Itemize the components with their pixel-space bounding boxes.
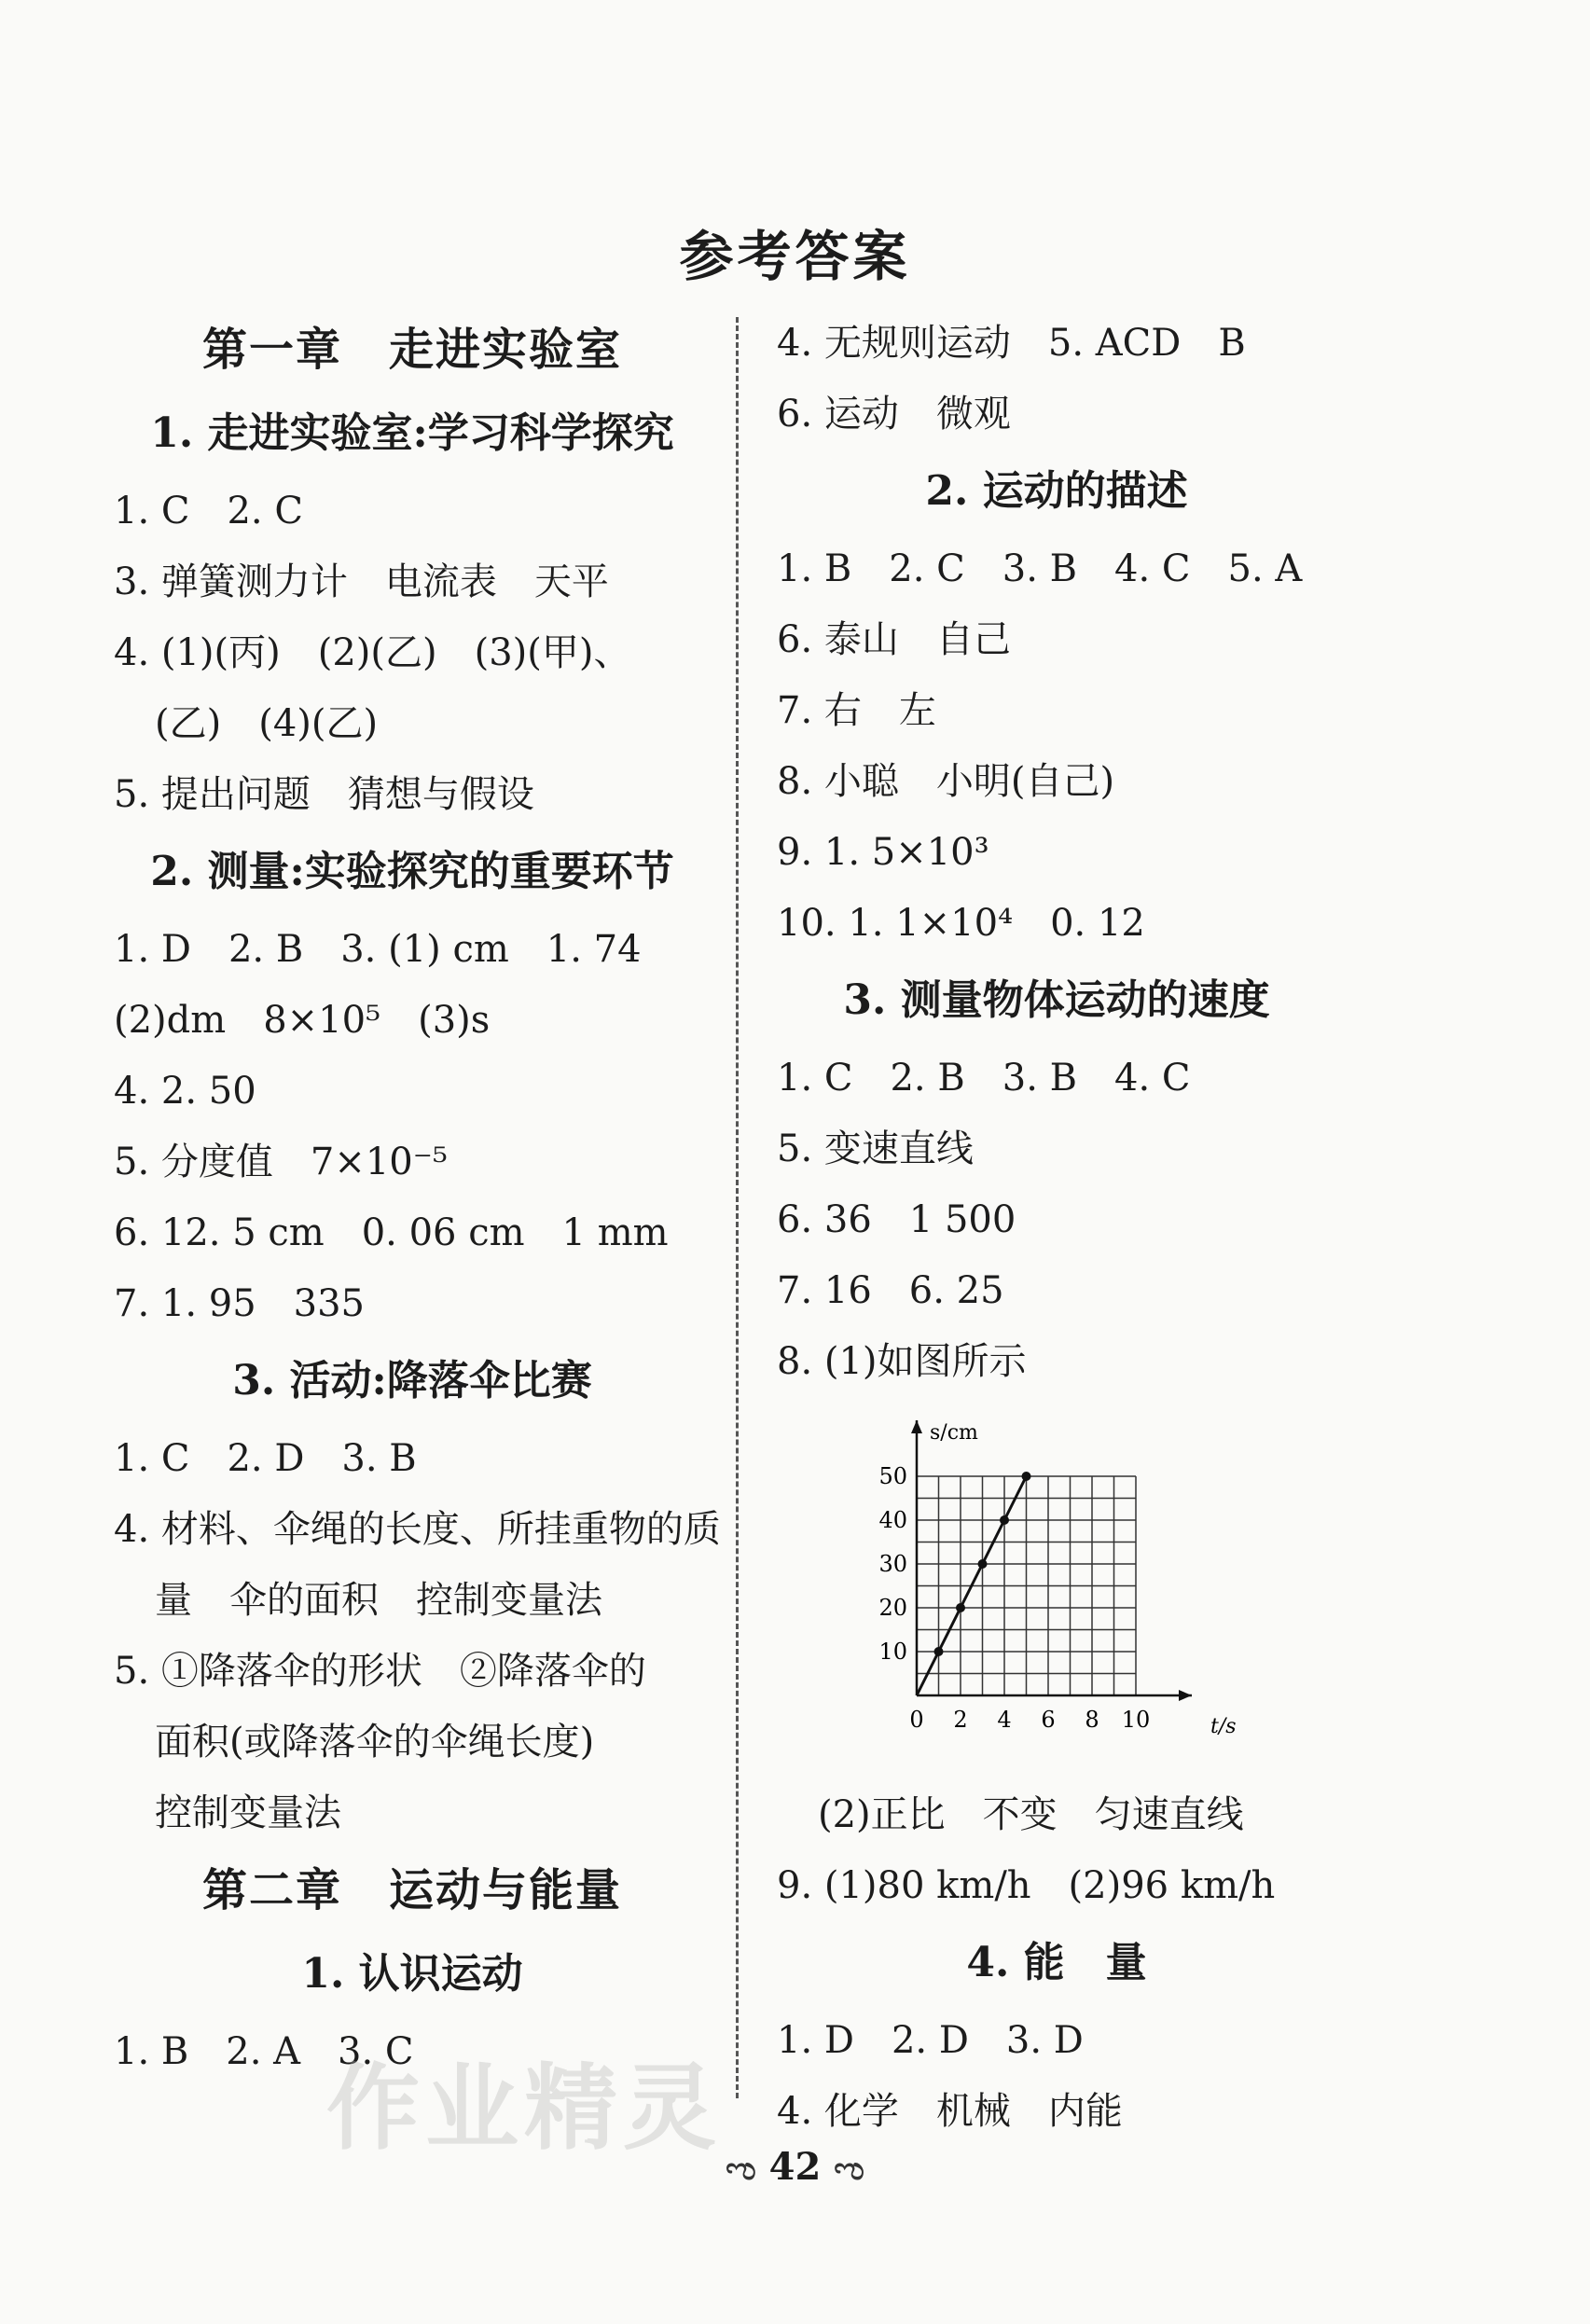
- y-tick-label: 20: [878, 1595, 907, 1621]
- answer-line: (乙) (4)(乙): [155, 702, 379, 745]
- y-tick-label: 50: [878, 1463, 907, 1489]
- section-heading: 2. 运动的描述: [925, 467, 1188, 515]
- answer-line: 4. (1)(丙) (2)(乙) (3)(甲)、: [114, 631, 631, 674]
- distance-time-chart: [777, 1397, 1336, 1779]
- x-axis-label: t/s: [1210, 1715, 1237, 1738]
- answer-line: 8. (1)如图所示: [777, 1340, 1027, 1383]
- answer-line: 6. 运动 微观: [777, 393, 1011, 436]
- x-axis-arrow-icon: [1179, 1690, 1192, 1701]
- answer-line: 4. 2. 50: [114, 1070, 256, 1113]
- answer-line: 面积(或降落伞的伞绳长度): [155, 1721, 595, 1764]
- answer-line: 1. D 2. B 3. (1) cm 1. 74: [114, 928, 642, 971]
- section-heading: 3. 活动:降落伞比赛: [232, 1357, 592, 1404]
- answer-line: 1. B 2. A 3. C: [114, 2030, 414, 2073]
- answer-line: 1. C 2. C: [114, 490, 303, 533]
- answer-line: (2)dm 8×10⁵ (3)s: [114, 999, 491, 1042]
- right-column: [777, 308, 1336, 2147]
- answer-line: 5. 分度值 7×10⁻⁵: [114, 1141, 448, 1183]
- section-heading: 1. 走进实验室:学习科学探究: [150, 409, 674, 457]
- data-point: [978, 1559, 988, 1569]
- answer-line: 4. 化学 机械 内能: [777, 2090, 1123, 2133]
- watermark: 作业精灵: [326, 2053, 722, 2163]
- answer-line: 量 伞的面积 控制变量法: [155, 1579, 602, 1622]
- x-tick-label: 4: [997, 1707, 1012, 1733]
- ornament-left-icon: ಌ: [726, 2151, 756, 2188]
- y-tick-label: 30: [878, 1551, 907, 1577]
- answer-line: 5. ①降落伞的形状 ②降落伞的: [114, 1650, 646, 1693]
- answer-line: 10. 1. 1×10⁴ 0. 12: [777, 902, 1145, 945]
- chart-svg: [861, 1397, 1252, 1770]
- section-heading: 3. 测量物体运动的速度: [843, 976, 1270, 1024]
- x-tick-label: 2: [953, 1707, 968, 1733]
- answer-line: 5. 提出问题 猜想与假设: [114, 773, 534, 816]
- answer-line: 3. 弹簧测力计 电流表 天平: [114, 560, 609, 603]
- data-point: [934, 1647, 944, 1656]
- data-point: [1000, 1515, 1009, 1525]
- section-heading: 4. 能 量: [966, 1939, 1147, 1986]
- answer-line: 6. 36 1 500: [777, 1198, 1016, 1241]
- page-number: 42: [768, 2145, 822, 2189]
- section-heading: 1. 认识运动: [301, 1950, 523, 1998]
- answer-line: 7. 右 左: [777, 689, 936, 732]
- answer-line: (2)正比 不变 匀速直线: [818, 1793, 1244, 1836]
- chapter-1-heading: 第一章 走进实验室: [201, 324, 622, 376]
- data-point: [1022, 1472, 1031, 1481]
- answer-line: 4. 无规则运动 5. ACD B: [777, 322, 1246, 365]
- x-tick-label: 0: [909, 1707, 924, 1733]
- answer-line: 8. 小聪 小明(自己): [777, 760, 1115, 803]
- answer-line: 6. 12. 5 cm 0. 06 cm 1 mm: [114, 1211, 669, 1254]
- answer-line: 6. 泰山 自己: [777, 618, 1011, 661]
- x-tick-label: 6: [1041, 1707, 1056, 1733]
- x-tick-label: 10: [1121, 1707, 1151, 1733]
- y-tick-label: 10: [878, 1639, 907, 1665]
- y-axis-arrow-icon: [911, 1420, 922, 1433]
- page-title: 参考答案: [679, 225, 911, 288]
- answer-line: 控制变量法: [155, 1791, 341, 1834]
- data-point: [956, 1603, 965, 1612]
- section-heading: 2. 测量:实验探究的重要环节: [150, 848, 674, 895]
- answer-line: 7. 16 6. 25: [777, 1269, 1004, 1312]
- answer-line: 5. 变速直线: [777, 1127, 974, 1170]
- left-column: [114, 308, 721, 2087]
- x-tick-label: 8: [1085, 1707, 1099, 1733]
- answer-line: 1. C 2. B 3. B 4. C: [777, 1057, 1191, 1100]
- answer-line: 1. B 2. C 3. B 4. C 5. A: [777, 547, 1303, 590]
- page-footer: [0, 2145, 1590, 2189]
- y-tick-label: 40: [878, 1507, 907, 1533]
- answer-line: 9. 1. 5×10³: [777, 831, 989, 874]
- ornament-right-icon: ಌ: [834, 2151, 864, 2188]
- answer-line: 7. 1. 95 335: [114, 1282, 366, 1325]
- answer-line: 1. D 2. D 3. D: [777, 2019, 1084, 2062]
- y-axis-label: s/cm: [930, 1421, 978, 1445]
- answer-line: 9. (1)80 km/h (2)96 km/h: [777, 1864, 1276, 1907]
- column-divider: [736, 317, 739, 2098]
- answer-line: 1. C 2. D 3. B: [114, 1437, 417, 1480]
- answer-line: 4. 材料、伞绳的长度、所挂重物的质: [114, 1508, 721, 1551]
- chapter-2-heading: 第二章 运动与能量: [201, 1864, 622, 1916]
